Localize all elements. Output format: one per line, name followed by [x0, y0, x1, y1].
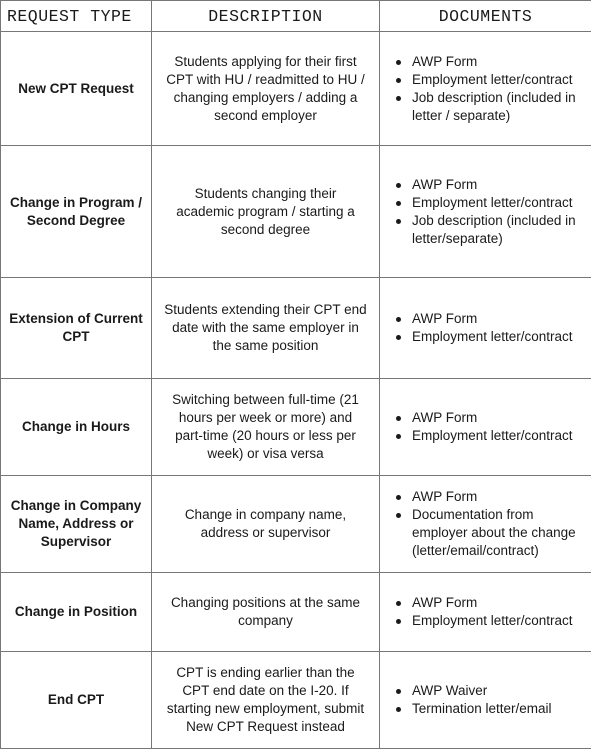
documents-list — [390, 594, 585, 630]
document-item: Documentation from employer about the change (letter/email/contract) — [412, 506, 585, 560]
description-cell: Students applying for their first CPT with HU / readmitted to HU / changing employers / adding a second employer — [152, 32, 380, 146]
documents-list — [390, 310, 585, 346]
documents-list — [390, 176, 585, 248]
document-item: Job description (included in letter/separate) — [412, 212, 585, 248]
document-item: AWP Form — [412, 53, 585, 71]
request-type-cell: New CPT Request — [1, 32, 152, 146]
document-item: Employment letter/contract — [412, 427, 585, 445]
description-cell: Change in company name, address or supervisor — [152, 476, 380, 573]
documents-list — [390, 488, 585, 560]
documents-cell — [380, 32, 591, 146]
document-item: Employment letter/contract — [412, 194, 585, 212]
description-cell: CPT is ending earlier than the CPT end date on the I-20. If starting new employment, submit New CPT Request instead — [152, 652, 380, 749]
header-request-type: REQUEST TYPE — [1, 1, 152, 32]
documents-list — [390, 409, 585, 445]
document-item: AWP Form — [412, 594, 585, 612]
description-cell: Students changing their academic program / starting a second degree — [152, 146, 380, 278]
document-item: AWP Form — [412, 310, 585, 328]
documents-cell — [380, 652, 591, 749]
request-type-cell: Change in Position — [1, 573, 152, 652]
documents-cell — [380, 476, 591, 573]
documents-list — [390, 53, 585, 125]
documents-cell — [380, 573, 591, 652]
request-type-cell: Change in Company Name, Address or Supervisor — [1, 476, 152, 573]
table-row — [1, 32, 591, 146]
document-item: Employment letter/contract — [412, 71, 585, 89]
header-row — [1, 1, 591, 32]
table-row — [1, 379, 591, 476]
documents-cell — [380, 146, 591, 278]
document-item: AWP Form — [412, 488, 585, 506]
document-item: AWP Form — [412, 409, 585, 427]
document-item: Employment letter/contract — [412, 328, 585, 346]
description-cell: Students extending their CPT end date with the same employer in the same position — [152, 278, 380, 379]
request-type-cell: Change in Program / Second Degree — [1, 146, 152, 278]
document-item: AWP Form — [412, 176, 585, 194]
document-item: AWP Waiver — [412, 682, 585, 700]
table-row — [1, 652, 591, 749]
description-cell: Changing positions at the same company — [152, 573, 380, 652]
table-row — [1, 573, 591, 652]
request-type-cell: End CPT — [1, 652, 152, 749]
documents-list — [390, 682, 585, 718]
document-item: Termination letter/email — [412, 700, 585, 718]
request-type-cell: Change in Hours — [1, 379, 152, 476]
document-item: Job description (included in letter / separate) — [412, 89, 585, 125]
request-type-cell: Extension of Current CPT — [1, 278, 152, 379]
description-cell: Switching between full-time (21 hours per week or more) and part-time (20 hours or less per week) or visa versa — [152, 379, 380, 476]
document-item: Employment letter/contract — [412, 612, 585, 630]
documents-cell — [380, 278, 591, 379]
table-row — [1, 278, 591, 379]
header-description: DESCRIPTION — [152, 1, 380, 32]
documents-cell — [380, 379, 591, 476]
table-row — [1, 476, 591, 573]
header-documents: DOCUMENTS — [380, 1, 591, 32]
table-row — [1, 146, 591, 278]
